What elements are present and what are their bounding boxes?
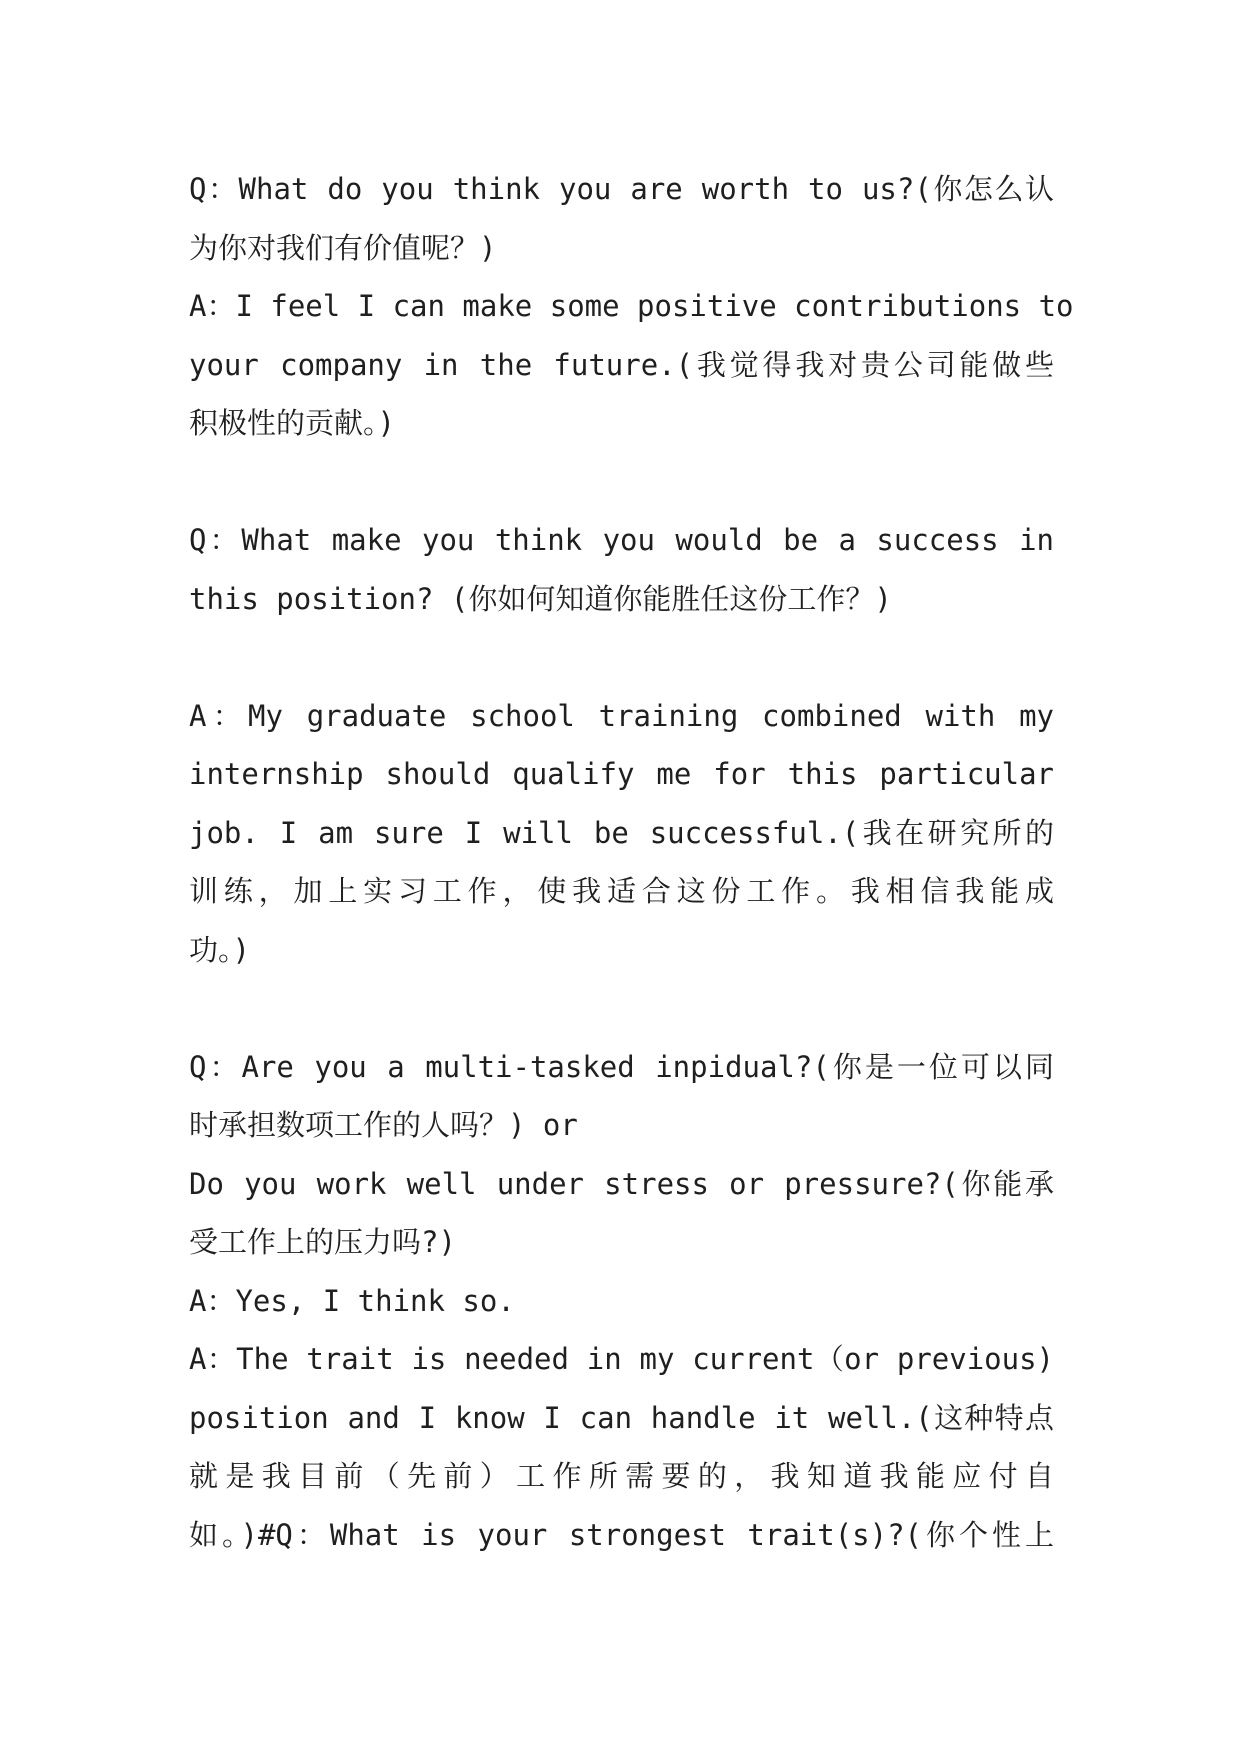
text-line: 就是我目前（先前）工作所需要的，我知道我能应付自 xyxy=(189,1459,1054,1493)
text-line: Q：What make you think you would be a success in xyxy=(189,523,1054,557)
text-line: position and I know I can handle it well.(这种特点 xyxy=(189,1400,1054,1435)
text-line: A：The trait is needed in my current（or previous) xyxy=(189,1342,1054,1376)
text-line: 积极性的贡献。) xyxy=(189,406,395,440)
text-line: Q：Are you a multi-tasked inpidual?(你是一位可以同 xyxy=(189,1049,1054,1084)
text-line: 受工作上的压力吗?) xyxy=(189,1225,456,1259)
text-line: Do you work well under stress or pressure?(你能承 xyxy=(189,1166,1054,1201)
text-line: 如。)#Q：What is your strongest trait(s)?(你个性上 xyxy=(189,1517,1054,1552)
text-line: 训练，加上实习工作，使我适合这份工作。我相信我能成 xyxy=(189,874,1054,908)
text-line: Q：What do you think you are worth to us?(你怎么认 xyxy=(189,172,1054,206)
text-line: internship should qualify me for this particular xyxy=(189,757,1054,791)
paragraph-gap xyxy=(189,453,1054,512)
text-line: 为你对我们有价值呢？) xyxy=(189,230,497,265)
paragraph-gap xyxy=(189,628,1054,687)
text-line: A：I feel I can make some positive contributions to xyxy=(189,289,1074,323)
text-line: A：My graduate school training combined with my xyxy=(189,698,1054,733)
document-page xyxy=(189,160,1074,1564)
text-line: job. I am sure I will be successful.(我在研究所的 xyxy=(189,815,1054,850)
text-line: 时承担数项工作的人吗？) or xyxy=(189,1108,578,1142)
text-line: A：Yes, I think so. xyxy=(189,1283,515,1318)
text-line: 功。) xyxy=(189,932,250,967)
text-line: this position? (你如何知道你能胜任这份工作？) xyxy=(189,581,892,616)
text-line: your company in the future.(我觉得我对贵公司能做些 xyxy=(189,347,1054,382)
paragraph-gap xyxy=(189,979,1054,1038)
